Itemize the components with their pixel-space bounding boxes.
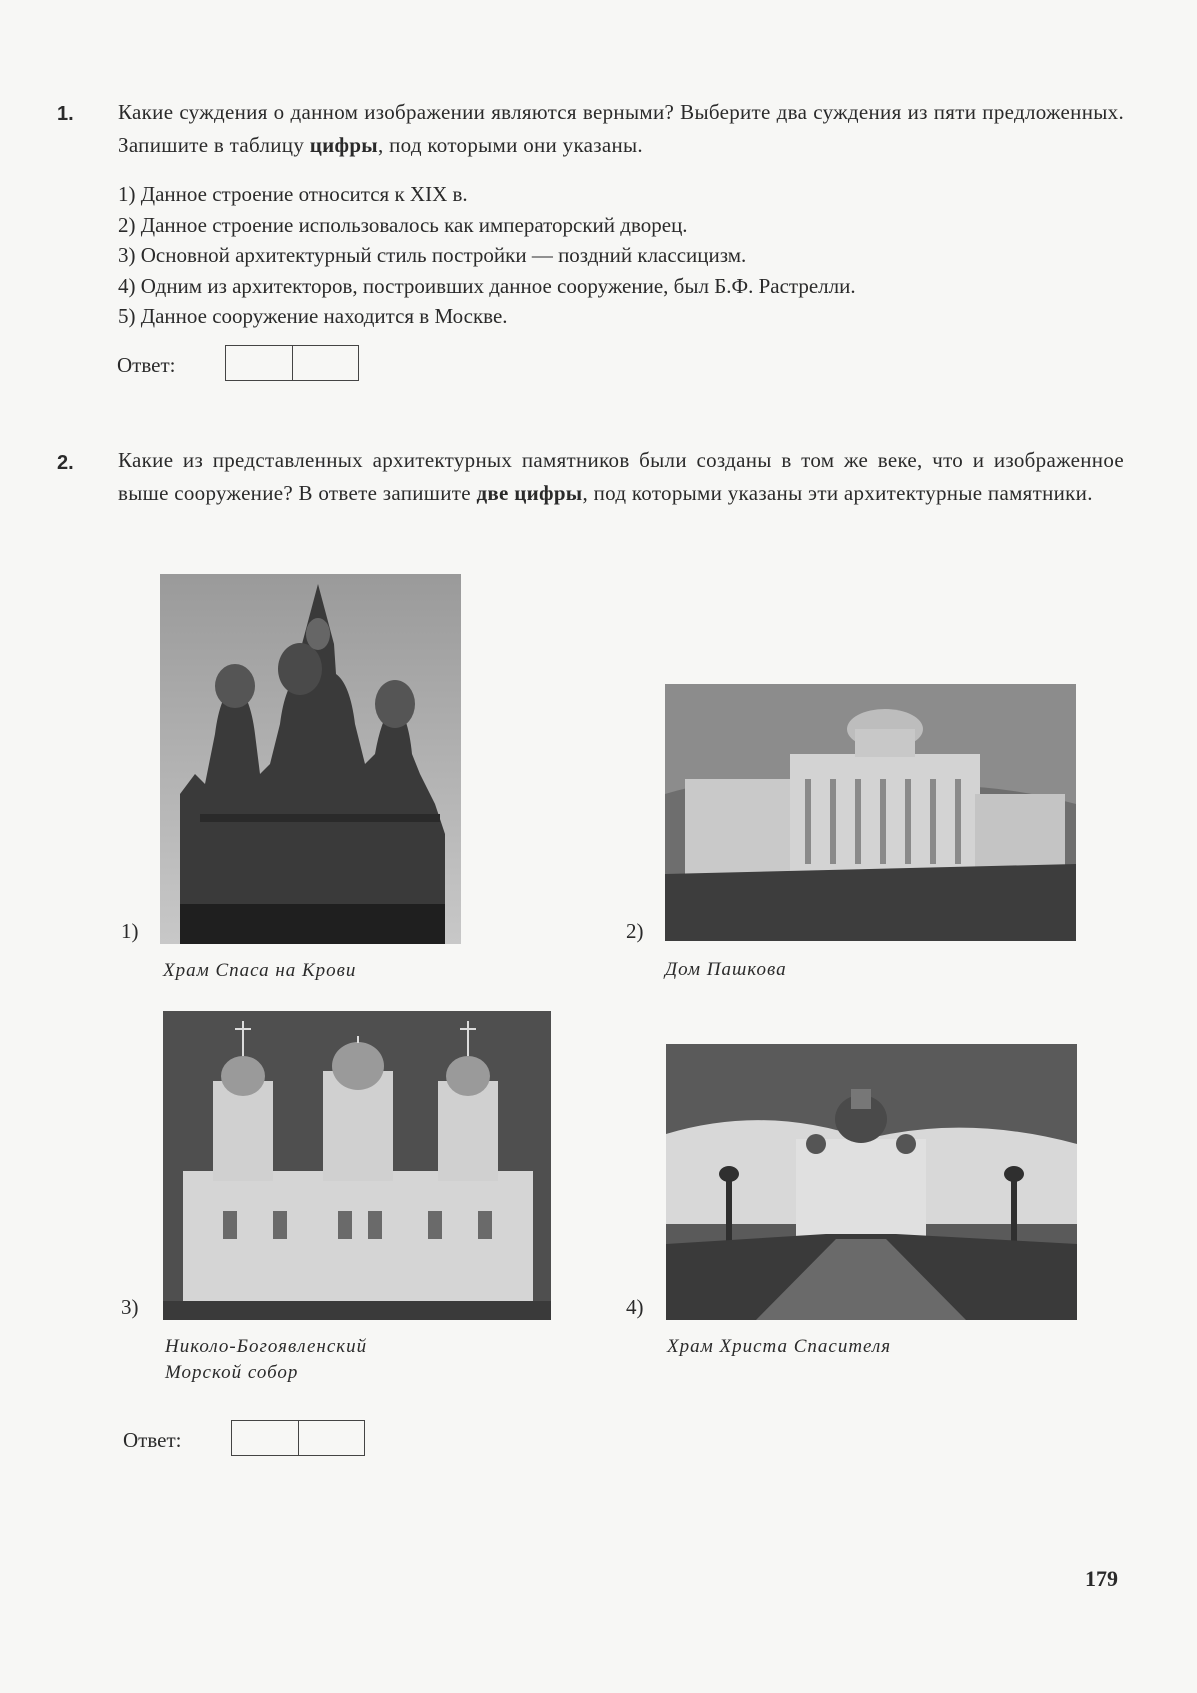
answer-1-cell-2[interactable]	[292, 346, 359, 380]
option-4: 4) Одним из архитекторов, построивших данное сооружение, был Б.Ф. Растрелли.	[118, 273, 856, 298]
answer-2-cell-1[interactable]	[232, 1421, 298, 1455]
answer-1-cell-1[interactable]	[226, 346, 292, 380]
photo-cathedral-of-christ-the-saviour	[666, 1044, 1077, 1320]
photo-st-nicholas-naval-cathedral	[163, 1011, 551, 1320]
photo-4-number: 4)	[626, 1295, 644, 1319]
baroque-cathedral-icon	[163, 1011, 551, 1320]
church-onion-domes-icon	[160, 574, 461, 944]
photo-4-caption: Храм Христа Спасителя	[667, 1336, 892, 1357]
question-2-number: 2.	[57, 452, 74, 474]
photo-1-caption: Храм Спаса на Крови	[163, 960, 357, 981]
classical-mansion-icon	[665, 684, 1076, 941]
answer-2-cell-2[interactable]	[298, 1421, 365, 1455]
answer-2-label: Ответ:	[123, 1428, 182, 1452]
answer-1-box[interactable]	[225, 345, 359, 381]
photo-2-caption: Дом Пашкова	[665, 959, 787, 980]
option-5: 5) Данное сооружение находится в Москве.	[118, 304, 508, 328]
photo-pashkov-house	[665, 684, 1076, 941]
question-1-number: 1.	[57, 103, 74, 125]
photo-2-number: 2)	[626, 919, 644, 943]
cathedral-with-lamps-icon	[666, 1044, 1077, 1320]
option-1: 1) Данное строение относится к XIX в.	[118, 182, 468, 206]
photo-3-caption-line-1: Николо-Богоявленский	[165, 1336, 368, 1357]
question-1-text: Какие суждения о данном изображении являются верными? Выберите два суждения из пяти предложенных. Запишите в таблицу цифры, под которыми они указаны.	[118, 100, 1124, 157]
photo-1-number: 1)	[121, 919, 139, 943]
page-number: 179	[1085, 1566, 1118, 1591]
photo-church-of-savior-on-blood	[160, 574, 461, 944]
answer-2-box[interactable]	[231, 1420, 365, 1456]
question-1-options	[118, 179, 856, 332]
photo-3-number: 3)	[121, 1295, 139, 1319]
answer-1-label: Ответ:	[117, 353, 176, 377]
photo-3-caption-line-2: Морской собор	[165, 1362, 299, 1383]
option-3: 3) Основной архитектурный стиль постройки — поздний классицизм.	[118, 243, 747, 267]
question-2-text: Какие из представленных архитектурных памятников были созданы в том же веке, что и изображенное выше сооружение? В ответе запишите две цифры, под которыми указаны эти архитектурные памятники.	[118, 448, 1124, 505]
option-2: 2) Данное строение использовалось как императорский дворец.	[118, 212, 688, 237]
